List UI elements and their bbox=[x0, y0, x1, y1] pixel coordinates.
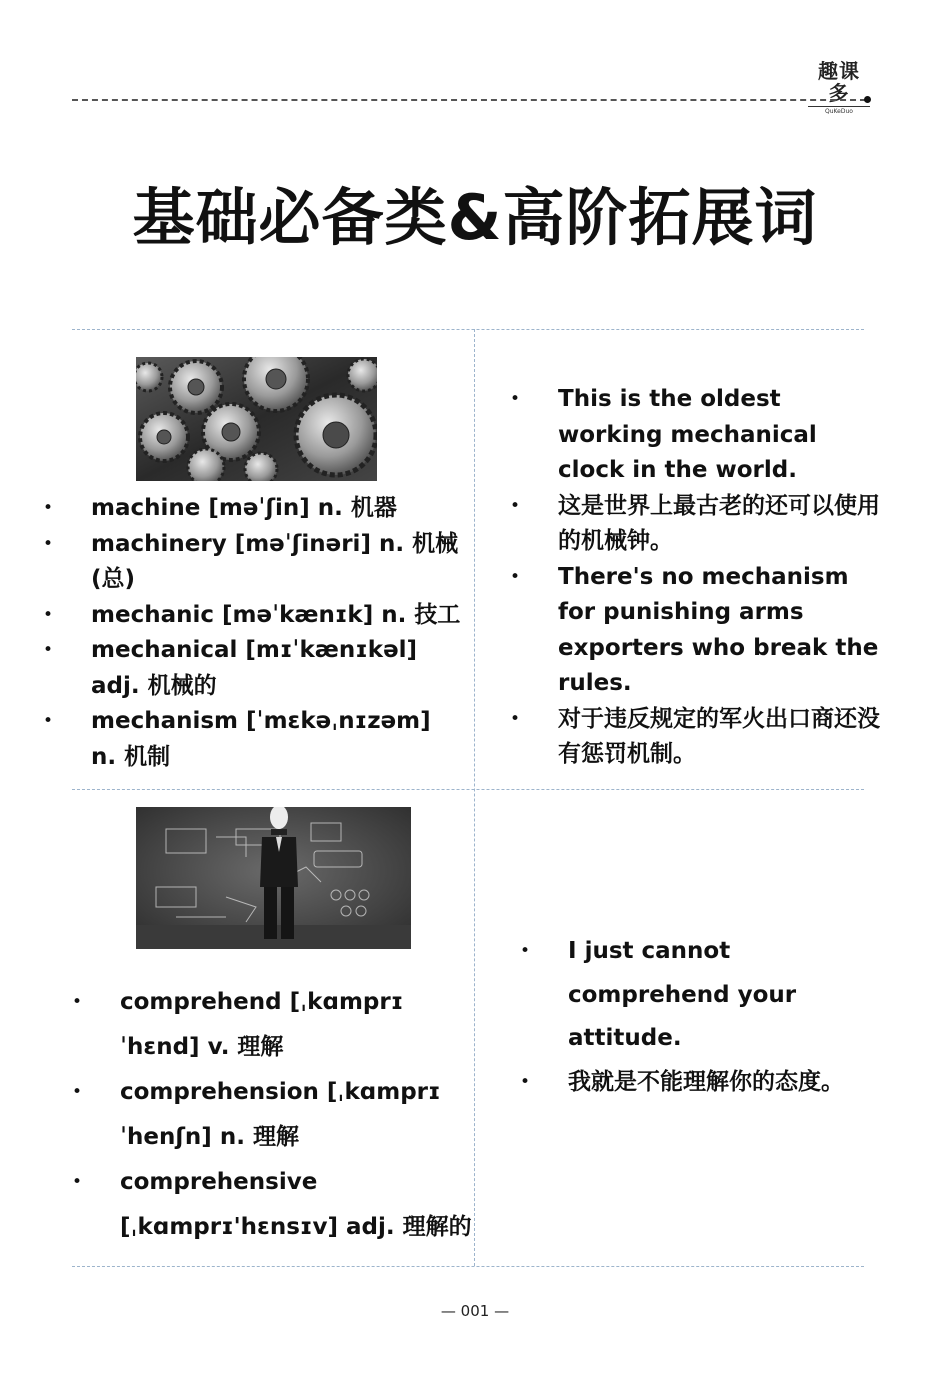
gears-image bbox=[136, 357, 377, 481]
list-item: • mechanism [ˈmɛkəˌnɪzəm] n. 机制 bbox=[91, 704, 463, 775]
machine-word-list bbox=[91, 491, 463, 775]
list-item: • comprehension [ˌkɑmprɪˈhenʃn] n. 理解 bbox=[120, 1070, 480, 1160]
logo-text: 趣课多 bbox=[818, 59, 860, 105]
chalkboard-image bbox=[136, 807, 411, 949]
list-item: • machine [məˈʃin] n. 机器 bbox=[91, 491, 463, 527]
page-number: — 001 — bbox=[440, 1302, 510, 1320]
comprehend-example-list bbox=[568, 930, 868, 1104]
list-item: • I just cannot comprehend your attitude. bbox=[568, 930, 868, 1061]
header-rule bbox=[72, 99, 866, 101]
comprehend-word-list bbox=[120, 980, 480, 1250]
list-item: • 对于违反规定的军火出口商还没有惩罚机制。 bbox=[558, 702, 888, 773]
logo bbox=[808, 60, 870, 115]
list-item: • mechanic [məˈkænɪk] n. 技工 bbox=[91, 598, 463, 634]
header-rule-dot bbox=[864, 96, 871, 103]
list-item: • mechanical [mɪˈkænɪkəl] adj. 机械的 bbox=[91, 633, 463, 704]
list-item: • machinery [məˈʃinəri] n. 机械(总) bbox=[91, 527, 463, 598]
list-item: • There's no mechanism for punishing arms exporters who break the rules. bbox=[558, 560, 888, 702]
list-item: • comprehend [ˌkɑmprɪˈhɛnd] v. 理解 bbox=[120, 980, 480, 1070]
list-item: • 这是世界上最古老的还可以使用的机械钟。 bbox=[558, 489, 888, 560]
logo-subtext: QuKeDuo bbox=[808, 106, 870, 115]
list-item: • 我就是不能理解你的态度。 bbox=[568, 1061, 868, 1105]
grid-line-top bbox=[72, 329, 864, 330]
page-title: 基础必备类&高阶拓展词 bbox=[132, 181, 818, 254]
list-item: • comprehensive [ˌkɑmprɪ'hɛnsɪv] adj. 理解的 bbox=[120, 1160, 480, 1250]
machine-example-list bbox=[558, 382, 888, 773]
list-item: • This is the oldest working mechanical clock in the world. bbox=[558, 382, 888, 489]
grid-line-bottom bbox=[72, 1266, 864, 1267]
grid-line-middle bbox=[72, 789, 864, 790]
